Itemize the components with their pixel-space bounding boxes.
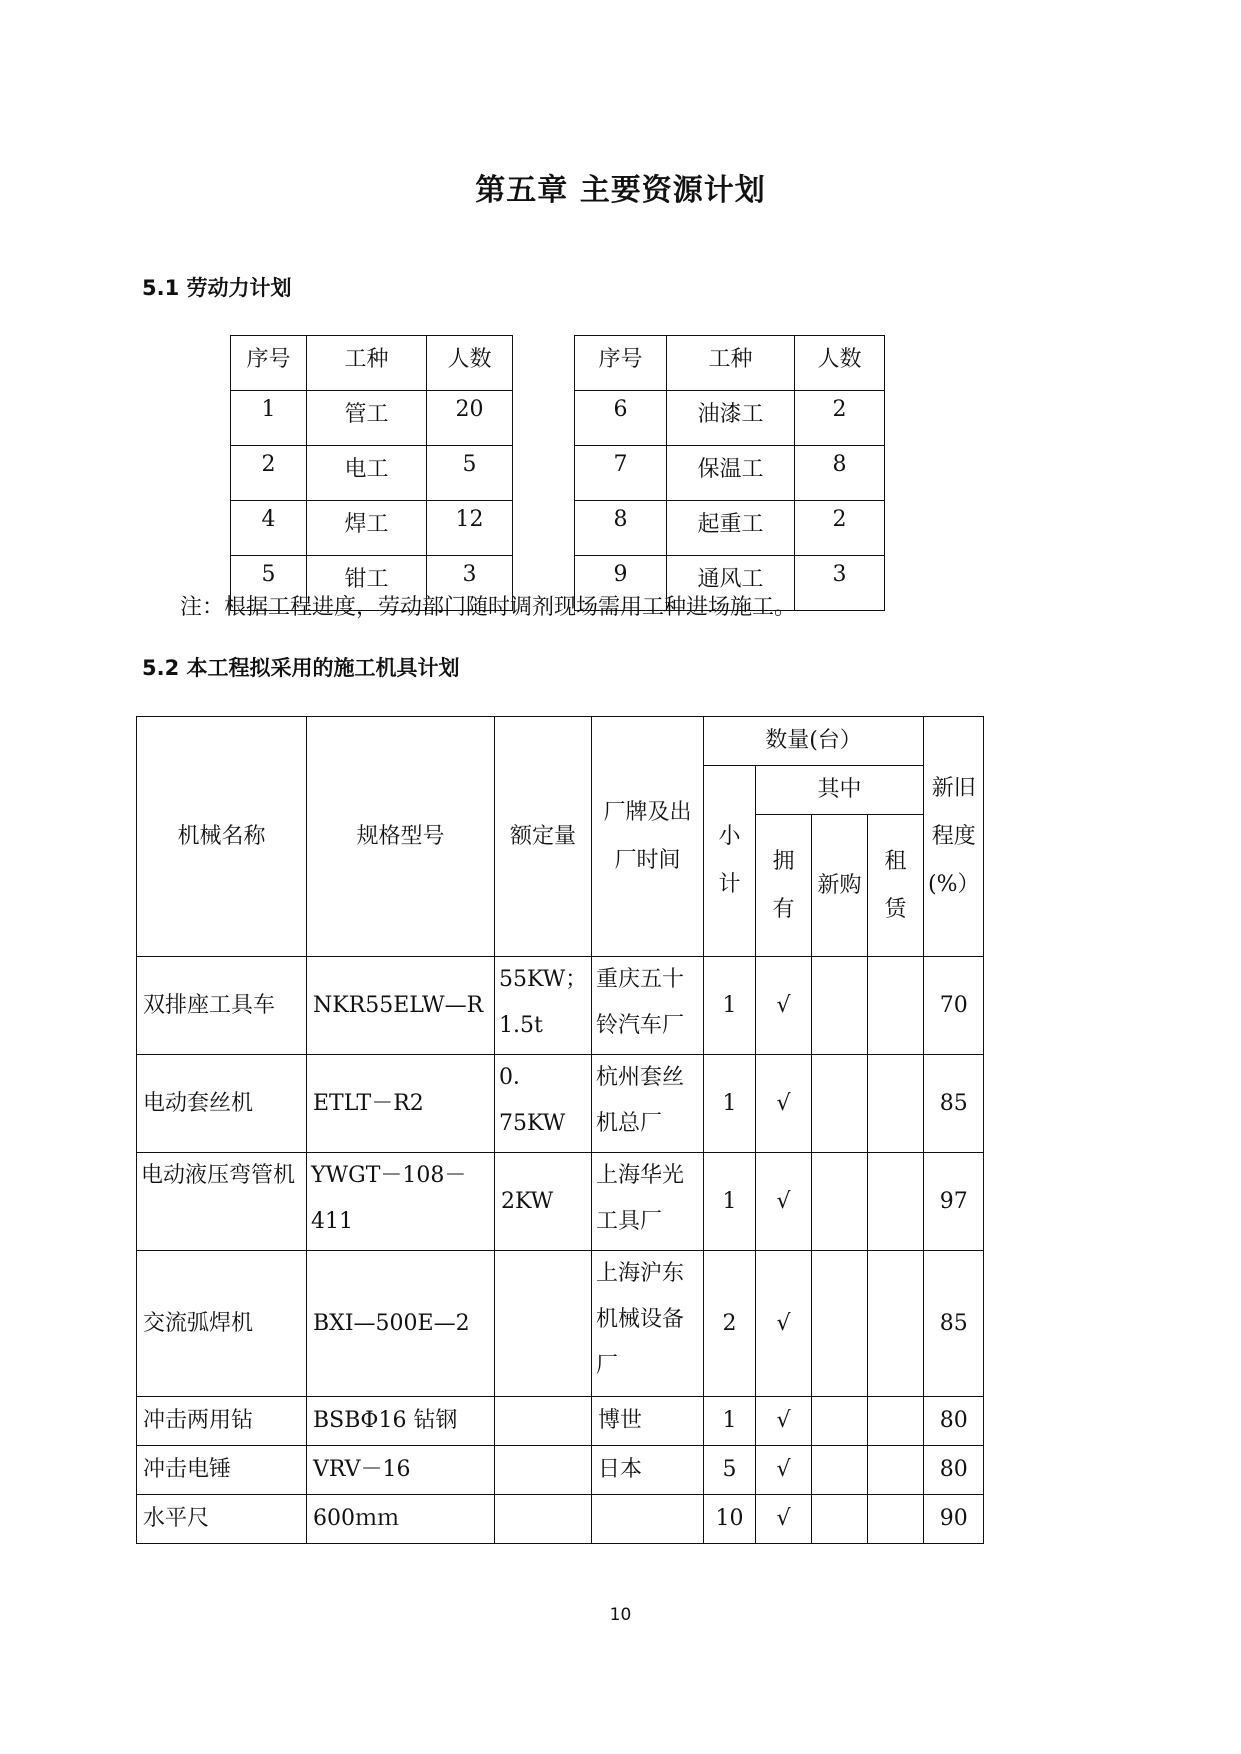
- table-row: [231, 446, 885, 501]
- page-number: 10: [609, 1605, 632, 1625]
- cell-maker: 上海华光工具厂: [592, 1153, 704, 1251]
- cell-owned: √: [756, 1055, 812, 1153]
- cell-rent: [868, 1251, 924, 1397]
- cell-seq: 9: [575, 556, 667, 611]
- table-gap: [513, 501, 575, 556]
- cell-model: 600ｍｍ: [307, 1495, 495, 1544]
- cell-seq: 2: [231, 446, 307, 501]
- table-row: [137, 1251, 984, 1397]
- cell-subtotal: 1: [704, 1055, 756, 1153]
- table-row: [231, 501, 885, 556]
- table-header-row: [137, 717, 984, 766]
- cell-count: 2: [795, 501, 885, 556]
- cell-condition: 85: [924, 1251, 984, 1397]
- header-model: 规格型号: [307, 717, 495, 957]
- cell-new-buy: [812, 1446, 868, 1495]
- table-row: [137, 1446, 984, 1495]
- header-seq: 序号: [231, 336, 307, 391]
- cell-condition: 85: [924, 1055, 984, 1153]
- cell-count: 8: [795, 446, 885, 501]
- section-heading-labor: 5.1 劳动力计划: [142, 276, 292, 300]
- cell-condition: 70: [924, 957, 984, 1055]
- table-row: [231, 391, 885, 446]
- cell-new-buy: [812, 1495, 868, 1544]
- cell-machine-name: 冲击两用钻: [137, 1397, 307, 1446]
- cell-model: YWGT－108－411: [307, 1153, 495, 1251]
- cell-subtotal: 1: [704, 1397, 756, 1446]
- cell-owned: √: [756, 1251, 812, 1397]
- header-quantity: 数量(台）: [704, 717, 924, 766]
- cell-maker: [592, 1495, 704, 1544]
- table-row: [137, 1397, 984, 1446]
- cell-condition: 90: [924, 1495, 984, 1544]
- cell-maker: 日本: [592, 1446, 704, 1495]
- cell-owned: √: [756, 1397, 812, 1446]
- cell-seq: 1: [231, 391, 307, 446]
- cell-model: NKR55ELW—R: [307, 957, 495, 1055]
- header-owned: 拥有: [756, 815, 812, 957]
- table-gap: [513, 446, 575, 501]
- table-header-row: [231, 336, 885, 391]
- cell-count: 20: [427, 391, 513, 446]
- cell-machine-name: 电动液压弯管机: [137, 1153, 307, 1251]
- cell-condition: 97: [924, 1153, 984, 1251]
- cell-rent: [868, 1397, 924, 1446]
- chapter-title: 第五章 主要资源计划: [475, 173, 766, 208]
- cell-condition: 80: [924, 1446, 984, 1495]
- cell-seq: 4: [231, 501, 307, 556]
- cell-trade: 电工: [307, 446, 427, 501]
- cell-trade: 通风工: [667, 556, 795, 611]
- cell-count: 12: [427, 501, 513, 556]
- header-count: 人数: [427, 336, 513, 391]
- cell-new-buy: [812, 957, 868, 1055]
- table-row: [137, 1495, 984, 1544]
- cell-rent: [868, 1153, 924, 1251]
- cell-seq: 6: [575, 391, 667, 446]
- header-rated: 额定量: [495, 717, 592, 957]
- cell-rent: [868, 1495, 924, 1544]
- cell-model: ETLT－R2: [307, 1055, 495, 1153]
- cell-machine-name: 电动套丝机: [137, 1055, 307, 1153]
- cell-new-buy: [812, 1397, 868, 1446]
- cell-rated: [495, 1397, 592, 1446]
- cell-maker: 博世: [592, 1397, 704, 1446]
- cell-rated: [495, 1251, 592, 1397]
- cell-trade: 起重工: [667, 501, 795, 556]
- header-subtotal: 小计: [704, 766, 756, 957]
- cell-maker: 重庆五十铃汽车厂: [592, 957, 704, 1055]
- cell-owned: √: [756, 1495, 812, 1544]
- cell-model: BXI—500E—2: [307, 1251, 495, 1397]
- cell-new-buy: [812, 1153, 868, 1251]
- cell-machine-name: 冲击电锤: [137, 1446, 307, 1495]
- cell-rated: [495, 1495, 592, 1544]
- machinery-plan-table: [136, 716, 984, 1544]
- cell-new-buy: [812, 1055, 868, 1153]
- cell-seq: 7: [575, 446, 667, 501]
- cell-condition: 80: [924, 1397, 984, 1446]
- cell-subtotal: 10: [704, 1495, 756, 1544]
- cell-owned: √: [756, 1446, 812, 1495]
- cell-rated: 55KW；1.5t: [495, 957, 592, 1055]
- cell-count: 2: [795, 391, 885, 446]
- header-among: 其中: [756, 766, 924, 815]
- cell-subtotal: 5: [704, 1446, 756, 1495]
- table-row: [137, 1055, 984, 1153]
- header-seq: 序号: [575, 336, 667, 391]
- cell-count: 3: [427, 556, 513, 611]
- cell-count: 3: [795, 556, 885, 611]
- cell-maker: 上海沪东机械设备厂: [592, 1251, 704, 1397]
- cell-rent: [868, 1446, 924, 1495]
- cell-machine-name: 双排座工具车: [137, 957, 307, 1055]
- cell-subtotal: 1: [704, 957, 756, 1055]
- cell-rated: 0．75KW: [495, 1055, 592, 1153]
- cell-owned: √: [756, 1153, 812, 1251]
- header-condition: 新旧程度(%）: [924, 717, 984, 957]
- cell-subtotal: 1: [704, 1153, 756, 1251]
- cell-trade: 管工: [307, 391, 427, 446]
- cell-trade: 焊工: [307, 501, 427, 556]
- table-gap: [513, 336, 575, 391]
- table-gap: [513, 391, 575, 446]
- header-maker: 厂牌及出厂时间: [592, 717, 704, 957]
- cell-subtotal: 2: [704, 1251, 756, 1397]
- labor-note: 注：根据工程进度，劳动部门随时调剂现场需用工种进场施工。: [180, 595, 797, 620]
- cell-rent: [868, 1055, 924, 1153]
- header-new-buy: 新购: [812, 815, 868, 957]
- cell-maker: 杭州套丝机总厂: [592, 1055, 704, 1153]
- cell-rated: 2KW: [495, 1153, 592, 1251]
- cell-trade: 油漆工: [667, 391, 795, 446]
- cell-model: VRV－16: [307, 1446, 495, 1495]
- header-machine-name: 机械名称: [137, 717, 307, 957]
- cell-owned: √: [756, 957, 812, 1055]
- table-row: [137, 1153, 984, 1251]
- cell-trade: 钳工: [307, 556, 427, 611]
- section-heading-machinery: 5.2 本工程拟采用的施工机具计划: [142, 656, 460, 680]
- header-count: 人数: [795, 336, 885, 391]
- cell-new-buy: [812, 1251, 868, 1397]
- cell-count: 5: [427, 446, 513, 501]
- cell-seq: 8: [575, 501, 667, 556]
- cell-rent: [868, 957, 924, 1055]
- cell-trade: 保温工: [667, 446, 795, 501]
- table-row: [137, 957, 984, 1055]
- cell-machine-name: 水平尺: [137, 1495, 307, 1544]
- cell-seq: 5: [231, 556, 307, 611]
- header-trade: 工种: [667, 336, 795, 391]
- cell-rated: [495, 1446, 592, 1495]
- cell-machine-name: 交流弧焊机: [137, 1251, 307, 1397]
- header-trade: 工种: [307, 336, 427, 391]
- labor-plan-table: [230, 335, 885, 611]
- cell-model: BSBΦ16 钻钢: [307, 1397, 495, 1446]
- header-rent: 租赁: [868, 815, 924, 957]
